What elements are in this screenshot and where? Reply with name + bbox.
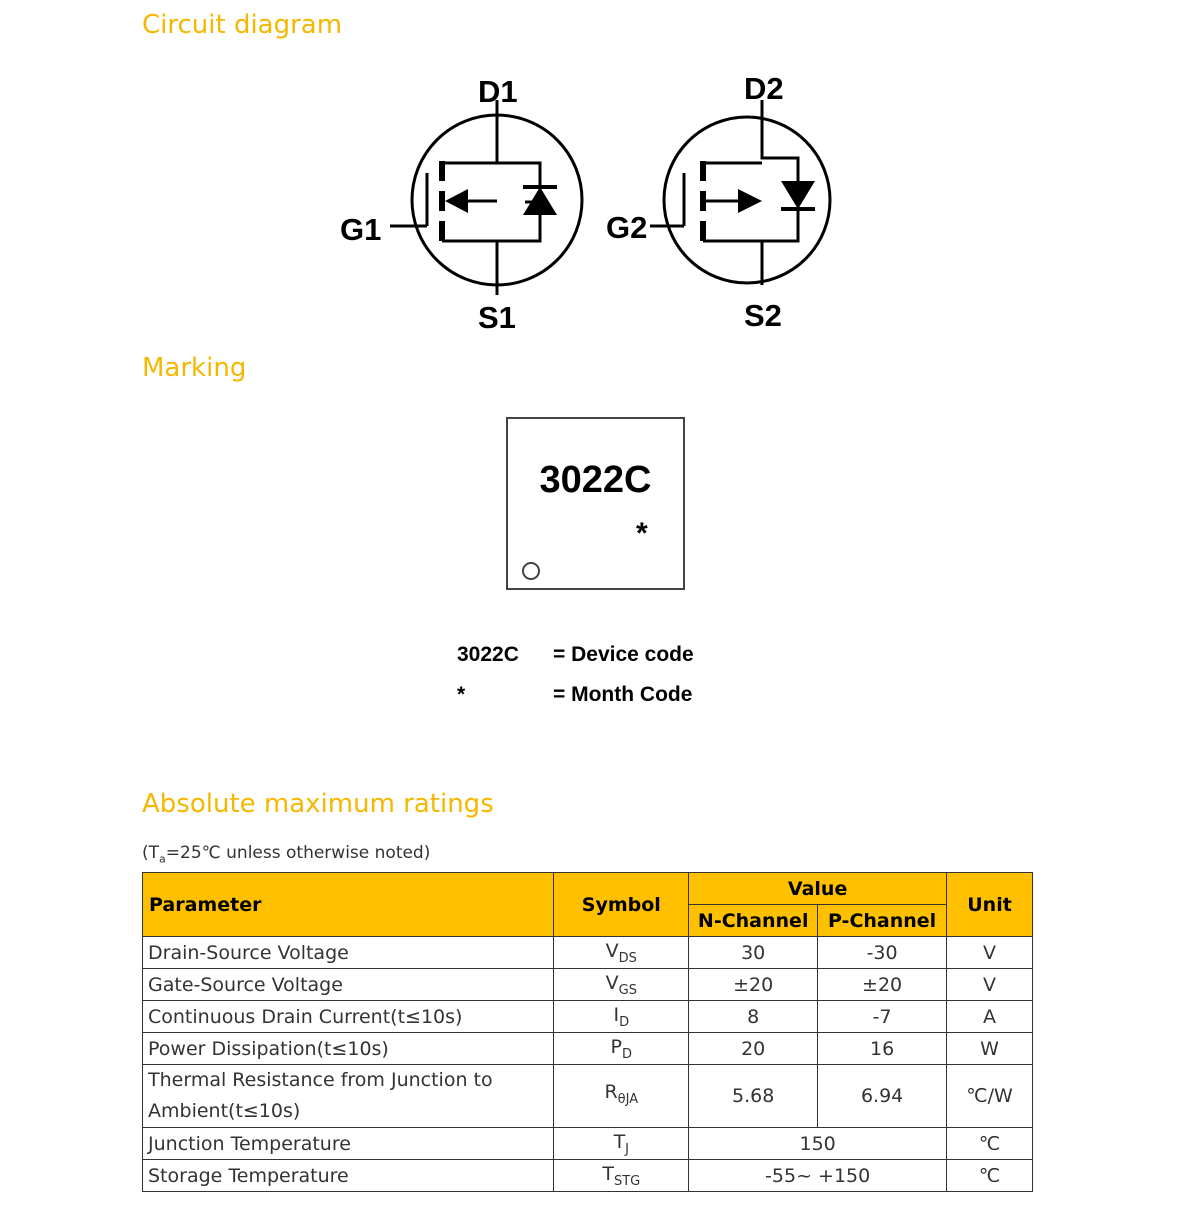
p-channel-cell: -7 bbox=[818, 1001, 947, 1033]
n-channel-cell: 30 bbox=[689, 937, 818, 969]
symbol-main: V bbox=[605, 971, 619, 994]
unit-cell: ℃ bbox=[947, 1160, 1033, 1192]
circuit-diagram bbox=[320, 60, 860, 350]
symbol-main: T bbox=[613, 1130, 626, 1153]
n-channel-cell: ±20 bbox=[689, 969, 818, 1001]
marking-chip bbox=[506, 417, 685, 590]
table-row bbox=[143, 1001, 1033, 1033]
symbol-sub: STG bbox=[613, 1173, 641, 1189]
ratings-table bbox=[142, 872, 1033, 1192]
header-p-channel: P-Channel bbox=[818, 905, 947, 937]
header-value: Value bbox=[689, 873, 947, 905]
pin-label-d1: D1 bbox=[478, 74, 518, 109]
ratings-heading: Absolute maximum ratings bbox=[142, 789, 494, 819]
chip-month-mark: * bbox=[636, 517, 648, 550]
pin-label-s2: S2 bbox=[744, 298, 782, 333]
symbol-sub: GS bbox=[618, 982, 637, 998]
legend-desc-device-code: = Device code bbox=[553, 643, 694, 666]
symbol-sub: D bbox=[619, 1014, 630, 1030]
value-cell: -55~ +150 bbox=[689, 1160, 947, 1192]
symbol-main: R bbox=[604, 1081, 618, 1104]
unit-cell: ℃ bbox=[947, 1128, 1033, 1160]
pin-label-d2: D2 bbox=[744, 71, 784, 106]
pin1-dot-icon bbox=[522, 562, 540, 580]
condition-prefix: (T bbox=[142, 843, 160, 863]
symbol-cell bbox=[554, 1033, 689, 1065]
unit-cell: A bbox=[947, 1001, 1033, 1033]
p-channel-cell: -30 bbox=[818, 937, 947, 969]
condition-suffix: =25℃ unless otherwise noted) bbox=[165, 843, 431, 863]
symbol-sub: J bbox=[625, 1141, 630, 1157]
symbol-main: I bbox=[613, 1003, 620, 1026]
symbol-cell bbox=[554, 969, 689, 1001]
table-row bbox=[143, 969, 1033, 1001]
unit-cell: W bbox=[947, 1033, 1033, 1065]
header-symbol: Symbol bbox=[554, 873, 689, 937]
header-n-channel: N-Channel bbox=[689, 905, 818, 937]
param-cell: Power Dissipation(t≤10s) bbox=[143, 1033, 554, 1065]
unit-cell: V bbox=[947, 969, 1033, 1001]
header-parameter: Parameter bbox=[143, 873, 554, 937]
param-cell: Continuous Drain Current(t≤10s) bbox=[143, 1001, 554, 1033]
value-cell: 150 bbox=[689, 1128, 947, 1160]
p-channel-cell: ±20 bbox=[818, 969, 947, 1001]
symbol-sub: DS bbox=[618, 950, 637, 966]
symbol-sub: θJA bbox=[617, 1091, 639, 1107]
pin-label-s1: S1 bbox=[478, 300, 516, 335]
table-row bbox=[143, 937, 1033, 969]
n-channel-cell: 5.68 bbox=[689, 1065, 818, 1128]
table-row bbox=[143, 1128, 1033, 1160]
legend-desc-month-code: = Month Code bbox=[553, 683, 693, 706]
symbol-main: V bbox=[605, 939, 619, 962]
header-unit: Unit bbox=[947, 873, 1033, 937]
table-row bbox=[143, 1033, 1033, 1065]
p-channel-cell: 6.94 bbox=[818, 1065, 947, 1128]
symbol-cell bbox=[554, 1128, 689, 1160]
circuit-diagram-heading: Circuit diagram bbox=[142, 10, 343, 40]
unit-cell: V bbox=[947, 937, 1033, 969]
param-cell: Thermal Resistance from Junction to Ambient(t≤10s) bbox=[143, 1065, 554, 1128]
unit-cell: ℃/W bbox=[947, 1065, 1033, 1128]
symbol-cell bbox=[554, 1001, 689, 1033]
legend-key-device-code: 3022C bbox=[457, 643, 519, 666]
param-cell: Storage Temperature bbox=[143, 1160, 554, 1192]
symbol-main: T bbox=[602, 1162, 614, 1185]
pin-label-g1: G1 bbox=[340, 212, 382, 247]
n-channel-cell: 20 bbox=[689, 1033, 818, 1065]
symbol-sub: D bbox=[622, 1046, 633, 1062]
legend-key-month-code: * bbox=[457, 683, 466, 706]
table-row bbox=[143, 1160, 1033, 1192]
ratings-condition-note bbox=[142, 843, 430, 865]
pin-label-g2: G2 bbox=[606, 210, 648, 245]
n-channel-cell: 8 bbox=[689, 1001, 818, 1033]
symbol-cell bbox=[554, 937, 689, 969]
symbol-cell bbox=[554, 1065, 689, 1128]
symbol-main: P bbox=[610, 1035, 623, 1058]
p-channel-cell: 16 bbox=[818, 1033, 947, 1065]
symbol-cell bbox=[554, 1160, 689, 1192]
marking-heading: Marking bbox=[142, 353, 247, 383]
param-cell: Junction Temperature bbox=[143, 1128, 554, 1160]
param-cell: Drain-Source Voltage bbox=[143, 937, 554, 969]
condition-sub: a bbox=[159, 852, 166, 866]
table-row bbox=[143, 1065, 1033, 1128]
param-cell: Gate-Source Voltage bbox=[143, 969, 554, 1001]
chip-device-code: 3022C bbox=[539, 459, 652, 501]
